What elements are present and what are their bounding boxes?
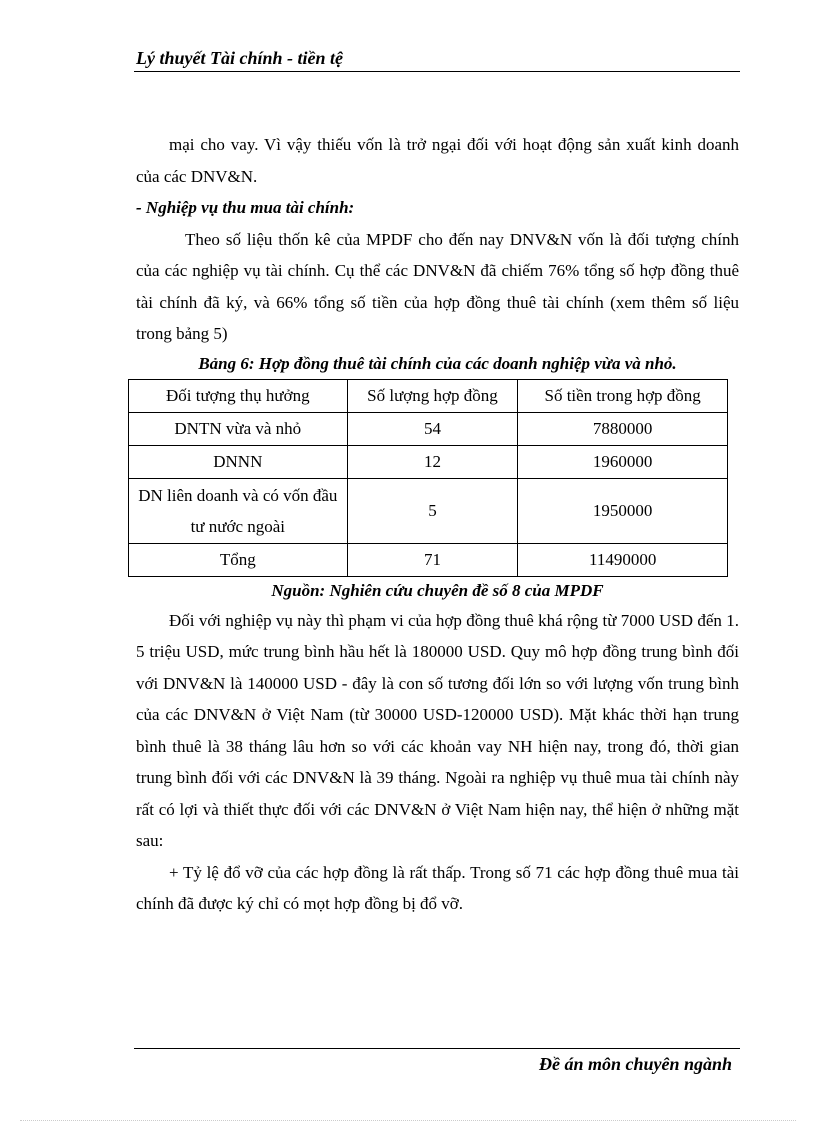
- running-footer: Đề án môn chuyên ngành: [538, 1054, 732, 1074]
- table-cell: DNTN vừa và nhỏ: [129, 412, 348, 445]
- header-divider: [134, 71, 740, 72]
- table-total-row: [129, 543, 728, 576]
- page-body: [136, 129, 739, 920]
- leasing-contracts-table: [128, 379, 728, 577]
- table-row: [129, 445, 728, 478]
- paragraph-contract-scope: Đối với nghiệp vụ này thì phạm vi của hợp đồng thuê khá rộng từ 7000 USD đến 1. 5 triệu USD, mức trung bình hầu hết là 180000 USD. Quy mô hợp đồng trung bình đối với DNV&N là 140000 USD - đây là con số tương đối lớn so với lượng vốn trung bình của các DNV&N ở Việt Nam (từ 30000 USD-120000 USD). Mặt khác thời hạn trung bình thuê là 38 tháng lâu hơn so với các khoản vay NH hiện nay, trong đó, thời gian trung bình đối với các DNV&N là 39 tháng. Ngoài ra nghiệp vụ thuê mua tài chính này rất có lợi và thiết thực đối với các DNV&N ở Việt Nam hiện nay, thể hiện ở những mặt sau:: [136, 610, 739, 850]
- table-header-row: [129, 379, 728, 412]
- table-row: [129, 478, 728, 543]
- table-cell: 5: [347, 478, 518, 543]
- table-cell: 11490000: [518, 543, 728, 576]
- column-header-contract-count: Số lượng hợp đồng: [347, 379, 518, 412]
- table-source: Nguồn: Nghiên cứu chuyên đề số 8 của MPDF: [271, 580, 604, 600]
- column-header-contract-amount: Số tiền trong hợp đồng: [518, 379, 728, 412]
- table-cell: 12: [347, 445, 518, 478]
- running-header: Lý thuyết Tài chính - tiền tệ: [136, 48, 343, 68]
- paragraph-failure-rate: + Tỷ lệ đổ vỡ của các hợp đồng là rất thấp. Trong số 71 các hợp đồng thuê mua tài chính đã được ký chỉ có mọt hợp đồng bị đổ vỡ.: [136, 862, 739, 913]
- paragraph-mpdf-stats: Theo số liệu thốn kê của MPDF cho đến nay DNV&N vốn là đối tượng chính của các nghiệp vụ tài chính. Cụ thể các DNV&N đã chiếm 76% tổng số hợp đồng thuê tài chính đã ký, và 66% tổng số tiền của hợp đồng thuê tài chính (xem thêm số liệu trong bảng 5): [136, 229, 739, 343]
- column-header-beneficiary: Đối tượng thụ hưởng: [129, 379, 348, 412]
- table-cell: 71: [347, 543, 518, 576]
- table-caption: Bảng 6: Hợp đồng thuê tài chính của các doanh nghiệp vừa và nhỏ.: [198, 353, 677, 373]
- table-cell: 54: [347, 412, 518, 445]
- table-cell: DNNN: [129, 445, 348, 478]
- table-cell: 7880000: [518, 412, 728, 445]
- section-subheading: - Nghiệp vụ thu mua tài chính:: [136, 198, 355, 217]
- paragraph-intro: mại cho vay. Vì vậy thiếu vốn là trở ngại đối với hoạt động sản xuất kinh doanh của các DNV&N.: [136, 135, 739, 186]
- table-cell: 1950000: [518, 478, 728, 543]
- table-cell: 1960000: [518, 445, 728, 478]
- page-edge: [20, 1120, 796, 1121]
- table-cell: Tổng: [129, 543, 348, 576]
- table-cell: DN liên doanh và có vốn đầu tư nước ngoài: [129, 478, 348, 543]
- table-row: [129, 412, 728, 445]
- footer-divider: [134, 1048, 740, 1049]
